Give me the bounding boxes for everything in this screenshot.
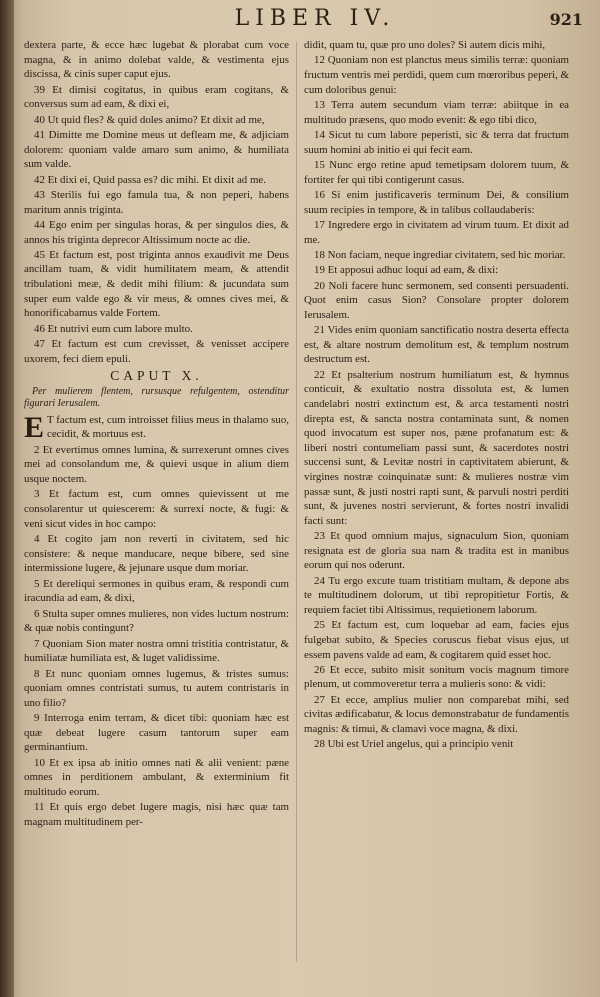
right-verse: 16 Si enim justificaveris terminum Dei, & consilium suum recipies in tempore, & in talibus collaudaberis: <box>304 188 569 216</box>
left-verses-before-chapter <box>24 38 289 366</box>
left-verse: 6 Stulta super omnes mulieres, non vides luctum nostrum: & quæ nobis contingunt? <box>24 607 289 635</box>
first-verse-text: T factum est, cum introisset filius meus in thalamo suo, cecidit, & mortuus est. <box>47 413 289 441</box>
first-verse <box>24 410 289 444</box>
right-verse: 28 Ubi est Uriel angelus, qui a principio venit <box>314 738 514 751</box>
right-verse: 25 Et factum est, cum loquebar ad eam, facies ejus fulgebat subito, & Species coruscus fiebat visus ejus, ut essem pavens valde ad eam, & cogitarem quid esset hoc. <box>304 619 569 661</box>
left-verse: 43 Sterilis fui ego famula tua, & non peperi, habens maritum annis triginta. <box>24 188 289 216</box>
left-verse: 2 Et evertimus omnes lumina, & surrexerunt omnes cives mei ad consolandum me, & quievi usque in alium diem usque noctem. <box>24 443 289 485</box>
right-verse: 23 Et quod omnium majus, signaculum Sion, quoniam resignata est de gloria sua nam & tradita est in manibus eorum qui nos oderunt. <box>304 530 569 572</box>
right-verse: 24 Tu ergo excute tuam tristitiam multam, & depone abs te multitudinem dolorum, ut tibi repropitietur Fortis, & requiem faciet tibi Altissimus, requietionem laborum. <box>304 574 569 616</box>
right-verse: 22 Et psalterium nostrum humiliatum est, & hymnus conticuit, & exultatio nostra dissoluta est, & lumen candelabri nostri extinctum est, & arca testamenti nostri direpta est, & sancta nostra contaminata sunt, & nomen quod invocatum est super nos, pæne profanatum est: & liberi nostri contumeliam passi sunt, & sacerdotes nostri succensi sunt, & Levitæ nostri in captivitatem abierunt, & virgines nostræ coinquinatæ sunt: & mulieres nostræ vim passæ sunt, & justi nostri rapti sunt, & parvuli nostri perditi sunt, & juvenes nostri servierunt, & fortes nostri invalidi facti sunt: <box>304 368 569 527</box>
left-verses-after-chapter <box>24 443 289 830</box>
drop-cap-initial: E <box>24 410 45 444</box>
right-verse: 26 Et ecce, subito misit sonitum vocis magnum timore plenum, ut commoveretur terra a mulieris sono: & vidi: <box>304 663 569 691</box>
left-verse: 40 Ut quid fles? & quid doles animo? Et dixit ad me, <box>34 113 265 126</box>
left-verse: 11 Et quis ergo debet lugere magis, nisi hæc quæ tam magnam multitudinem per- <box>24 801 289 828</box>
right-verse: 20 Noli facere hunc sermonem, sed consenti persuadenti. Quot enim casus Sion? Consolare propter dolorem Ierusalem. <box>304 279 569 321</box>
left-verse: 10 Et ex ipsa ab initio omnes nati & alii venient: pæne omnes in perditionem ambulant, & exterminium fit multitudo eorum. <box>24 756 289 798</box>
left-verse: 4 Et cogito jam non reverti in civitatem, sed hic consistere: & neque manducare, neque bibere, sed sine intermissione lugere, & jejunare usque dum moriar. <box>24 532 289 575</box>
right-verse: 21 Vides enim quoniam sanctificatio nostra deserta effecta est, & altare nostrum demolitum est, & templum nostrum destructum est. <box>304 324 569 366</box>
column-divider <box>296 42 297 962</box>
right-verse: 15 Nunc ergo retine apud temetipsam dolorem tuum, & fortiter fer qui tibi contigerunt casus. <box>304 158 569 186</box>
chapter-title: CAPUT X. <box>110 368 203 384</box>
left-verse: 9 Interroga enim terram, & dicet tibi: quoniam hæc est quæ debeat lugere casum tantorum super eam germinantium. <box>24 712 289 754</box>
right-verses <box>304 38 569 752</box>
left-verse: 5 Et dereliqui sermones in quibus eram, & respondi cum iracundia ad eam, & dixi, <box>24 577 289 605</box>
left-verse: 47 Et factum est cum crevisset, & venisset accipere uxorem, feci diem epuli. <box>24 338 289 365</box>
left-verse: 3 Et factum est, cum omnes quievissent ut me consolarentur ut quiescerem: & surrexi nocte, & fugi: & veni sicut vides in hoc campo: <box>24 488 289 530</box>
book-spine-shadow <box>0 0 14 997</box>
left-verse: 41 Dimitte me Domine meus ut defleam me, & adjiciam dolorem: quoniam valde amaro sum animo, & humiliata sum valde. <box>24 128 289 171</box>
right-verse: 12 Quoniam non est planctus meus similis terræ: quoniam fructum ventris mei perdidi, quem cum mœroribus peperi, & cum doloribus genui: <box>304 54 569 96</box>
right-verse: 18 Non faciam, neque ingrediar civitatem, sed hic moriar. <box>314 248 566 261</box>
right-verse: 13 Terra autem secundum viam terræ: abiitque in ea multitudo præsens, quo modo evenit: & ego tibi dico, <box>304 98 569 126</box>
left-verse: 8 Et nunc quoniam omnes lugemus, & tristes sumus: quoniam omnes contristati sumus, tu autem contristaris in uno filio? <box>24 667 289 709</box>
left-verse: 42 Et dixi ei, Quid passa es? dic mihi. Et dixit ad me. <box>34 173 266 186</box>
right-verse: 27 Et ecce, amplius mulier non comparebat mihi, sed civitas ædificabatur, & locus demonstrabatur de fundamentis magnis: & timui, & clamavi voce magna, & dixi. <box>304 693 569 736</box>
right-verse: 14 Sicut tu cum labore peperisti, sic & terra dat fructum suum homini ab initio ei qui fecit eam. <box>304 128 569 156</box>
right-verse: 17 Ingredere ergo in civitatem ad virum tuum. Et dixit ad me. <box>304 218 569 246</box>
left-verse: 44 Ego enim per singulas horas, & per singulos dies, & annos his triginta deprecor Altissimum nocte ac die. <box>24 218 289 246</box>
left-verse: 7 Quoniam Sion mater nostra omni tristitia contristatur, & humiliatæ humiliata est, & luget validissime. <box>24 637 289 665</box>
left-column <box>24 38 289 988</box>
right-verse: didit, quam tu, quæ pro uno doles? Si autem dicis mihi, <box>304 39 546 51</box>
left-verse: 39 Et dimisi cogitatus, in quibus eram cogitans, & conversus sum ad eam, & dixi ei, <box>24 83 289 111</box>
left-verse: 45 Et factum est, post triginta annos exaudivit me Deus ancillam tuam, & vidit humilitatem meam, & attendit tribulationi meæ, & dedit mihi filium: & jucundata sum super eum valde ego & vir meus, & omnes cives mei, & honorificabamus valde Fortem. <box>24 248 289 320</box>
page-number: 921 <box>549 10 583 29</box>
right-verse: 19 Et apposui adhuc loqui ad eam, & dixi: <box>314 264 499 277</box>
left-verse: dextera parte, & ecce hæc lugebat & plorabat cum voce magna, & in animo dolebat valde, & vestimenta ejus discissa, & cinis super caput ejus. <box>24 39 289 81</box>
chapter-argument: Per mulierem flentem, rursusque refulgentem, ostenditur figurari Ierusalem. <box>24 385 289 409</box>
right-column <box>304 38 569 988</box>
left-verse: 46 Et nutrivi eum cum labore multo. <box>34 322 193 335</box>
page-header <box>40 6 585 40</box>
running-title: LIBER IV. <box>234 6 396 31</box>
